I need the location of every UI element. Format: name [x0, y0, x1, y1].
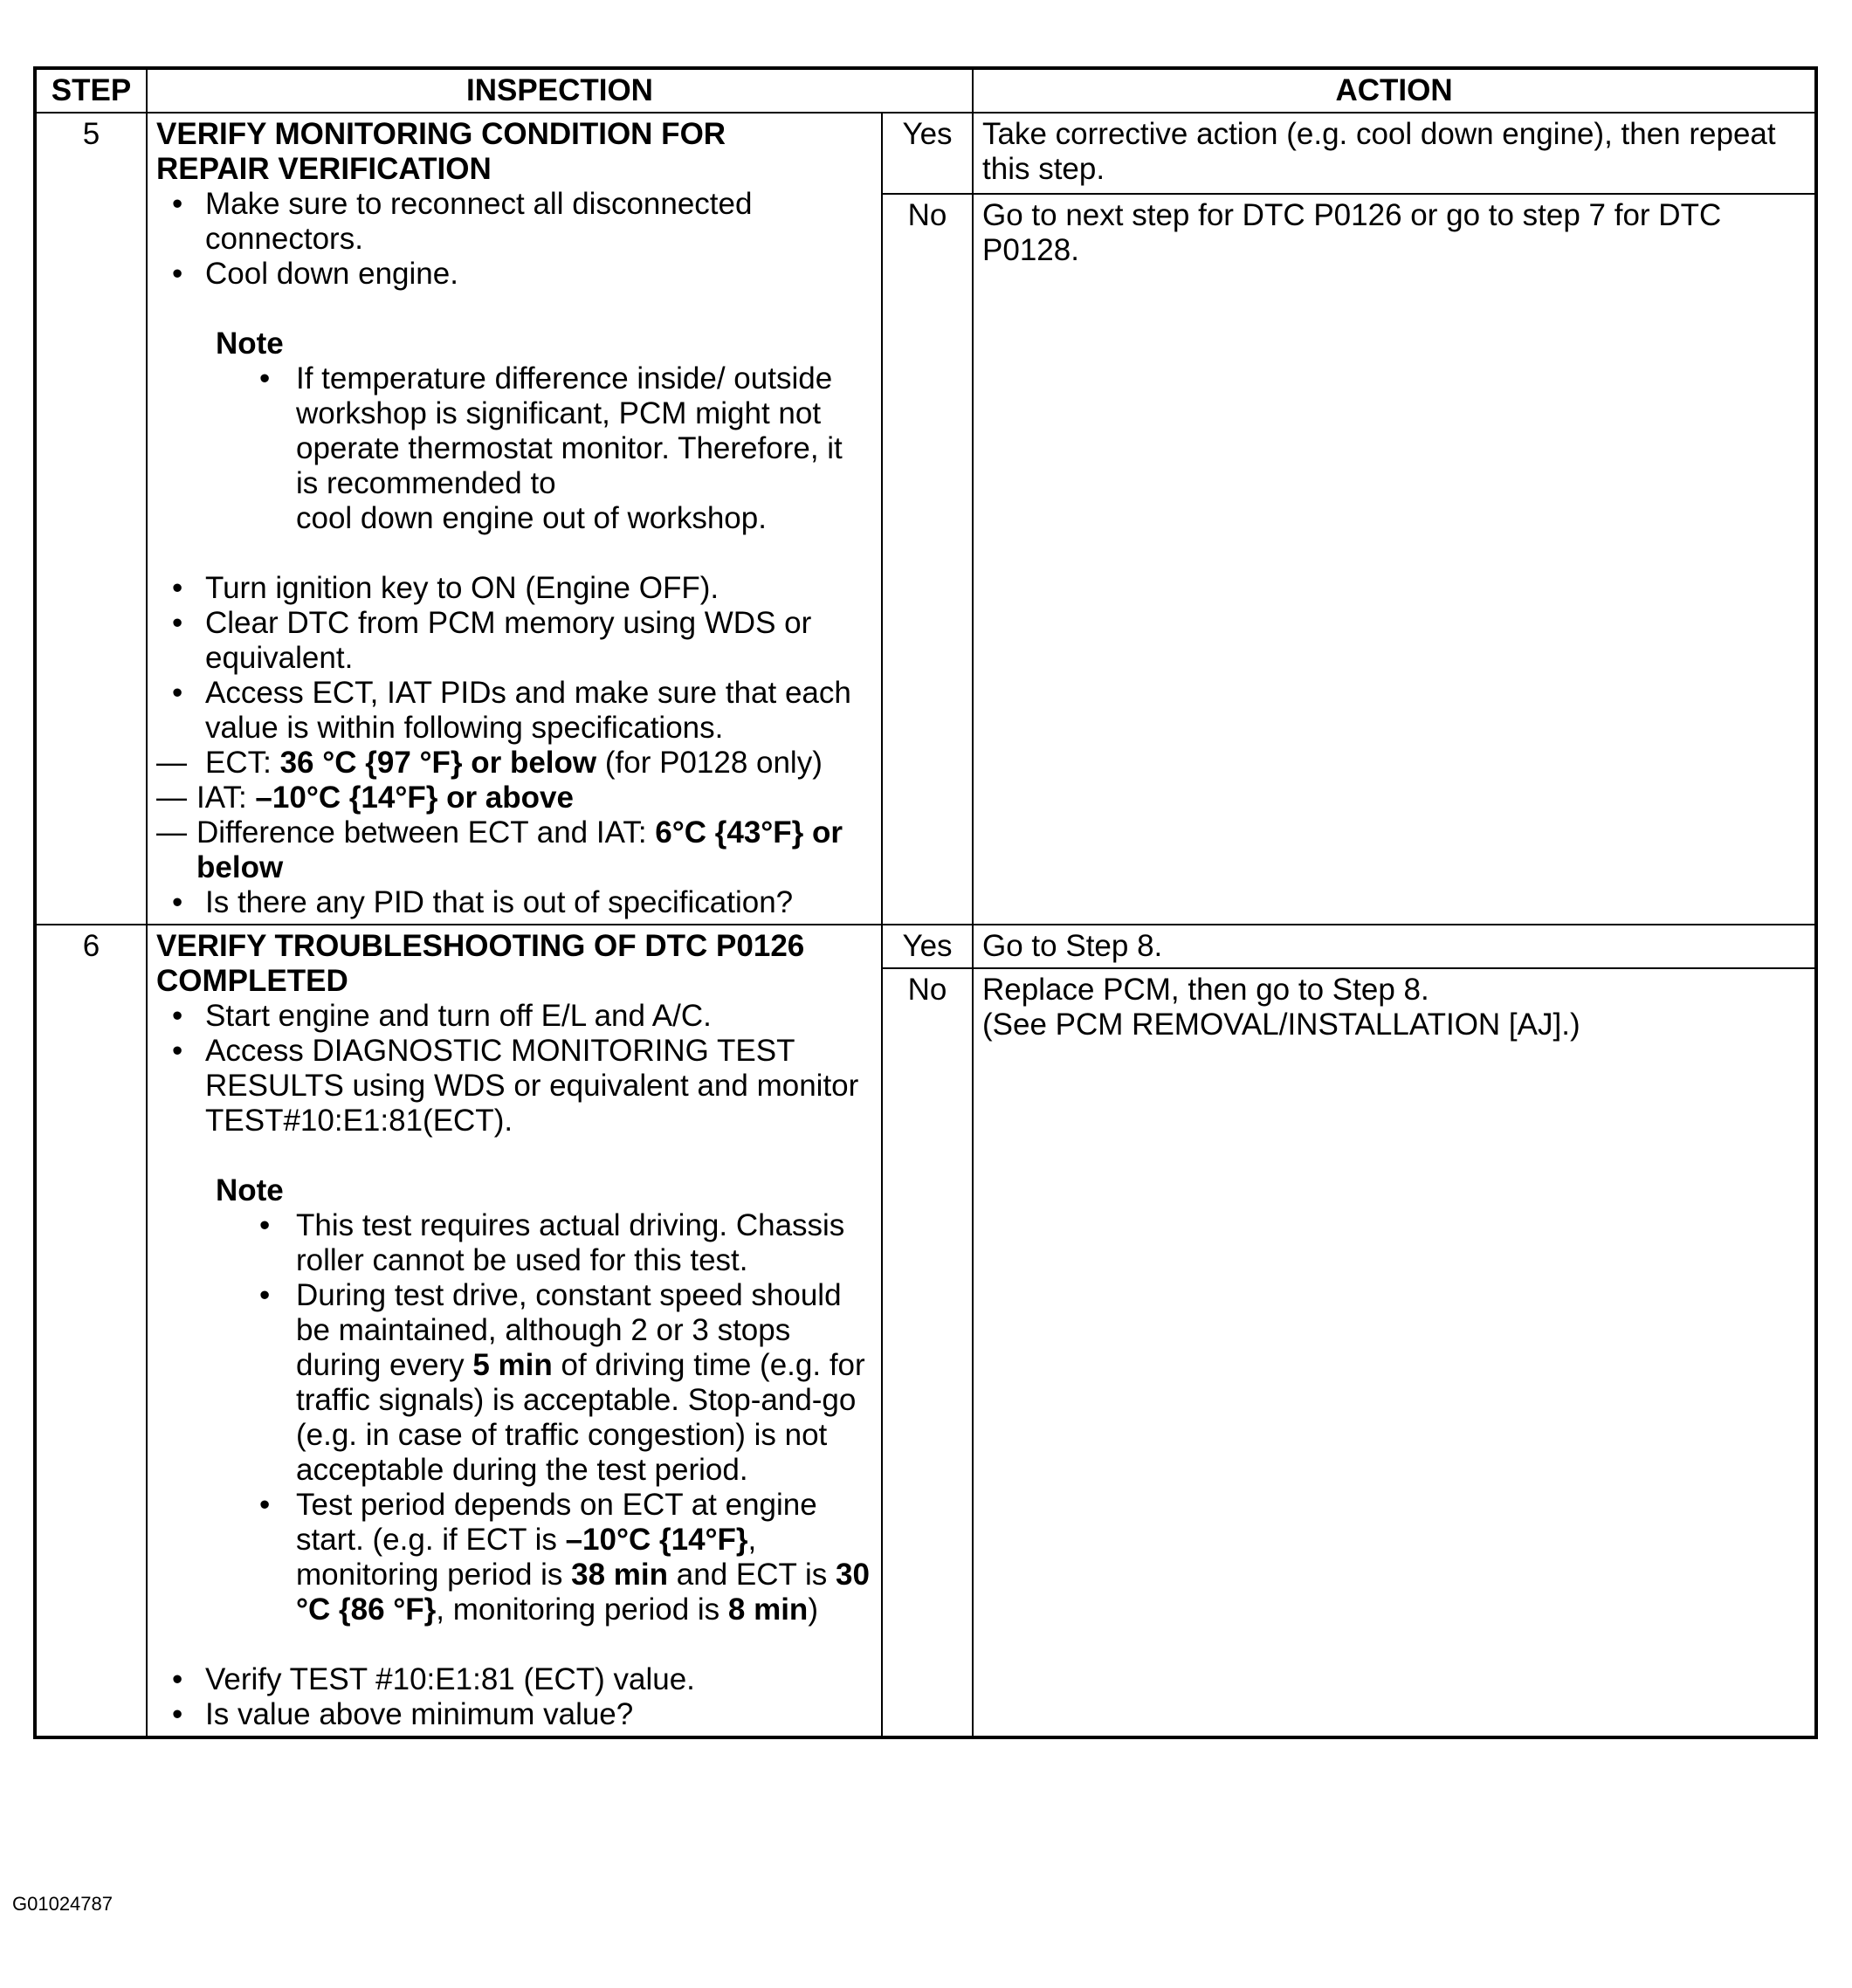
spec-item: — ECT: 36 °C {97 °F} or below (for P0128 only)	[156, 746, 872, 781]
inspection-bullets	[156, 187, 872, 292]
figure-id: G01024787	[12, 1893, 113, 1915]
inspection-bullets	[156, 571, 872, 920]
note-list	[216, 361, 872, 536]
list-item: • Start engine and turn off E/L and A/C.	[156, 999, 872, 1034]
no-label: No	[882, 968, 973, 1737]
inspection-cell	[147, 113, 882, 925]
diagnostic-table-sheet	[33, 66, 1814, 1739]
list-item: • Make sure to reconnect all disconnected connectors.	[156, 187, 872, 257]
step-number: 5	[35, 113, 147, 925]
list-item: • Clear DTC from PCM memory using WDS or equivalent.	[156, 606, 872, 676]
list-item: • Is there any PID that is out of specification?	[156, 885, 872, 920]
list-item: • Access DIAGNOSTIC MONITORING TEST RESULTS using WDS or equivalent and monitor TEST#10:E1:81(ECT).	[156, 1034, 872, 1138]
diagnostic-procedure-table	[33, 66, 1818, 1739]
header-step: STEP	[35, 68, 147, 113]
no-label: No	[882, 194, 973, 925]
table-row	[35, 113, 1816, 194]
inspection-bullets	[156, 999, 872, 1138]
yes-action: Take corrective action (e.g. cool down engine), then repeat this step.	[973, 113, 1816, 194]
step-number: 6	[35, 925, 147, 1737]
note-block	[216, 327, 872, 536]
list-item: • Cool down engine.	[156, 257, 872, 292]
header-inspection: INSPECTION	[147, 68, 973, 113]
list-item: • Is value above minimum value?	[156, 1697, 872, 1732]
table-row	[35, 925, 1816, 968]
inspection-title: VERIFY TROUBLESHOOTING OF DTC P0126 COMPLETED	[156, 929, 805, 998]
inspection-title: VERIFY MONITORING CONDITION FOR REPAIR VERIFICATION	[156, 117, 726, 186]
list-item: • Verify TEST #10:E1:81 (ECT) value.	[156, 1662, 872, 1697]
yes-label: Yes	[882, 113, 973, 194]
inspection-cell	[147, 925, 882, 1737]
spec-item: — IAT: –10°C {14°F} or above	[156, 781, 872, 815]
list-item: • Access ECT, IAT PIDs and make sure that each value is within following specifications. — ECT: 36 °C {97 °F} or below (for P0128 only) — IAT: –10°C {14°F} or above — Difference between ECT and IAT: 6°C {43°F} or below	[156, 676, 872, 885]
note-list	[216, 1208, 872, 1627]
table-header-row	[35, 68, 1816, 113]
spec-list	[156, 746, 872, 885]
note-label: Note	[216, 1173, 284, 1207]
spec-item: — Difference between ECT and IAT: 6°C {43°F} or below	[156, 815, 872, 885]
no-action: Replace PCM, then go to Step 8. (See PCM REMOVAL/INSTALLATION [AJ].)	[973, 968, 1816, 1737]
yes-action: Go to Step 8.	[973, 925, 1816, 968]
list-item: • This test requires actual driving. Chassis roller cannot be used for this test.	[216, 1208, 872, 1278]
list-item: • If temperature difference inside/ outside workshop is significant, PCM might not operate thermostat monitor. Therefore, it is recommended to cool down engine out of workshop.	[216, 361, 872, 536]
yes-label: Yes	[882, 925, 973, 968]
no-action: Go to next step for DTC P0126 or go to step 7 for DTC P0128.	[973, 194, 1816, 925]
header-action: ACTION	[973, 68, 1816, 113]
note-block	[216, 1173, 872, 1627]
list-item: • Turn ignition key to ON (Engine OFF).	[156, 571, 872, 606]
inspection-bullets	[156, 1662, 872, 1732]
list-item: • Test period depends on ECT at engine start. (e.g. if ECT is –10°C {14°F}, monitoring period is 38 min and ECT is 30 °C {86 °F}, monitoring period is 8 min)	[216, 1488, 872, 1627]
list-item: • During test drive, constant speed should be maintained, although 2 or 3 stops during every 5 min of driving time (e.g. for traffic signals) is acceptable. Stop-and-go (e.g. in case of traffic congestion) is not acceptable during the test period.	[216, 1278, 872, 1488]
note-label: Note	[216, 327, 284, 361]
